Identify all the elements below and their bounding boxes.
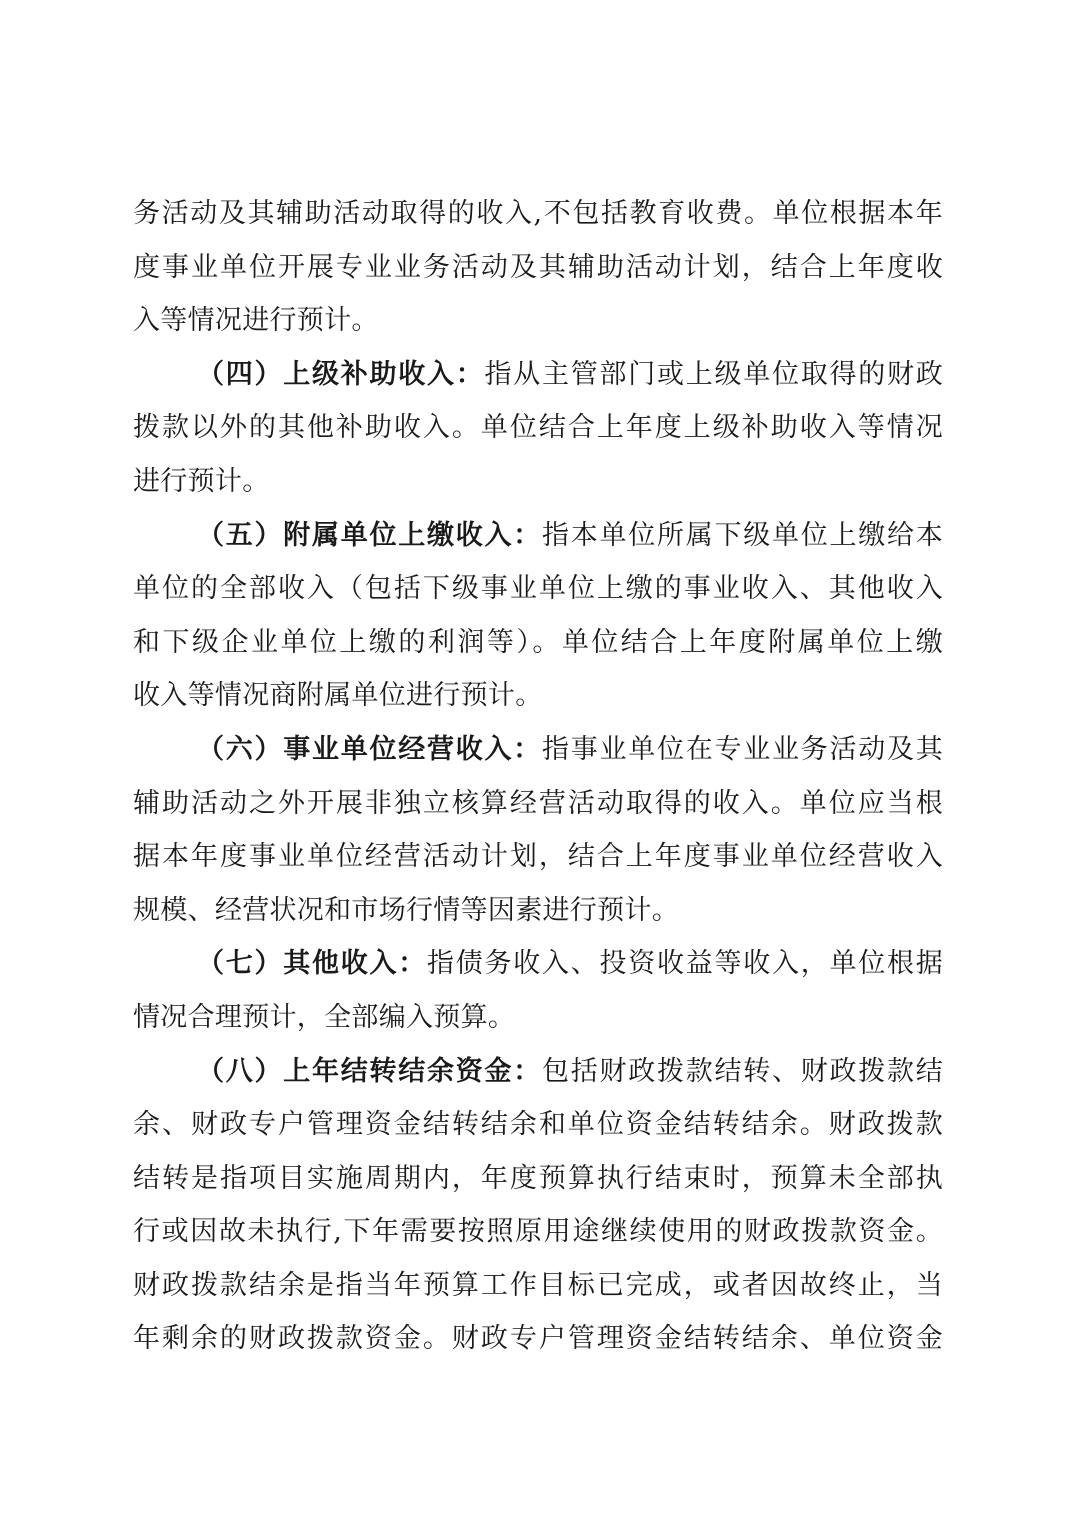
section-heading: （八）上年结转结余资金： <box>197 1055 542 1087</box>
text-line: 规模、经营状况和市场行情等因素进行预计。 <box>133 894 679 926</box>
paragraph-continuation <box>133 187 943 348</box>
text-line: 情况合理预计，全部编入预算。 <box>133 1001 516 1033</box>
text-line: 据本年度事业单位经营活动计划，结合上年度事业单位经营收入 <box>133 841 943 873</box>
text-line: 单位的全部收入（包括下级事业单位上缴的事业收入、其他收入 <box>133 573 943 605</box>
text-line: 进行预计。 <box>133 465 270 497</box>
text-line: 和下级企业单位上缴的利润等）。单位结合上年度附属单位上缴 <box>133 626 943 658</box>
text-line: 务活动及其辅助活动取得的收入,不包括教育收费。单位根据本年 <box>133 198 943 229</box>
paragraph-business-operating-income <box>133 723 943 937</box>
text-line: 余、财政专户管理资金结转结余和单位资金结转结余。财政拨款 <box>133 1109 943 1141</box>
document-body <box>133 187 943 1366</box>
section-text: 指事业单位在专业业务活动及其 <box>541 733 944 765</box>
paragraph-affiliated-unit-income <box>133 509 943 723</box>
text-line: 拨款以外的其他补助收入。单位结合上年度上级补助收入等情况 <box>133 412 943 444</box>
text-line: 收入等情况商附属单位进行预计。 <box>133 680 543 712</box>
text-line <box>133 348 943 402</box>
text-line <box>133 1045 943 1099</box>
text-line <box>133 509 943 563</box>
section-heading: （七）其他收入： <box>197 948 427 980</box>
text-line: 度事业单位开展专业业务活动及其辅助活动计划，结合上年度收 <box>133 251 943 283</box>
section-text: 指从主管部门或上级单位取得的财政 <box>484 358 943 390</box>
section-text: 指本单位所属下级单位上缴给本 <box>541 519 944 551</box>
paragraph-other-income <box>133 937 943 1044</box>
paragraph-superior-subsidy-income <box>133 348 943 509</box>
text-line: 行或因故未执行,下年需要按照原用途继续使用的财政拨款资金。 <box>133 1216 943 1248</box>
section-text: 指债务收入、投资收益等收入，单位根据 <box>426 948 943 980</box>
text-line: 辅助活动之外开展非独立核算经营活动取得的收入。单位应当根 <box>133 787 943 819</box>
text-line: 财政拨款结余是指当年预算工作目标已完成，或者因故终止，当 <box>133 1269 943 1301</box>
text-line: 入等情况进行预计。 <box>133 305 379 337</box>
text-line: 年剩余的财政拨款资金。财政专户管理资金结转结余、单位资金 <box>133 1323 943 1355</box>
section-text: 包括财政拨款结转、财政拨款结 <box>541 1055 944 1087</box>
section-heading: （四）上级补助收入： <box>197 358 485 390</box>
paragraph-carryover-funds <box>133 1045 943 1367</box>
text-line: 结转是指项目实施周期内，年度预算执行结束时，预算未全部执 <box>133 1162 943 1194</box>
text-line <box>133 937 943 991</box>
section-heading: （六）事业单位经营收入： <box>197 733 542 765</box>
text-line <box>133 723 943 777</box>
section-heading: （五）附属单位上缴收入： <box>197 519 542 551</box>
